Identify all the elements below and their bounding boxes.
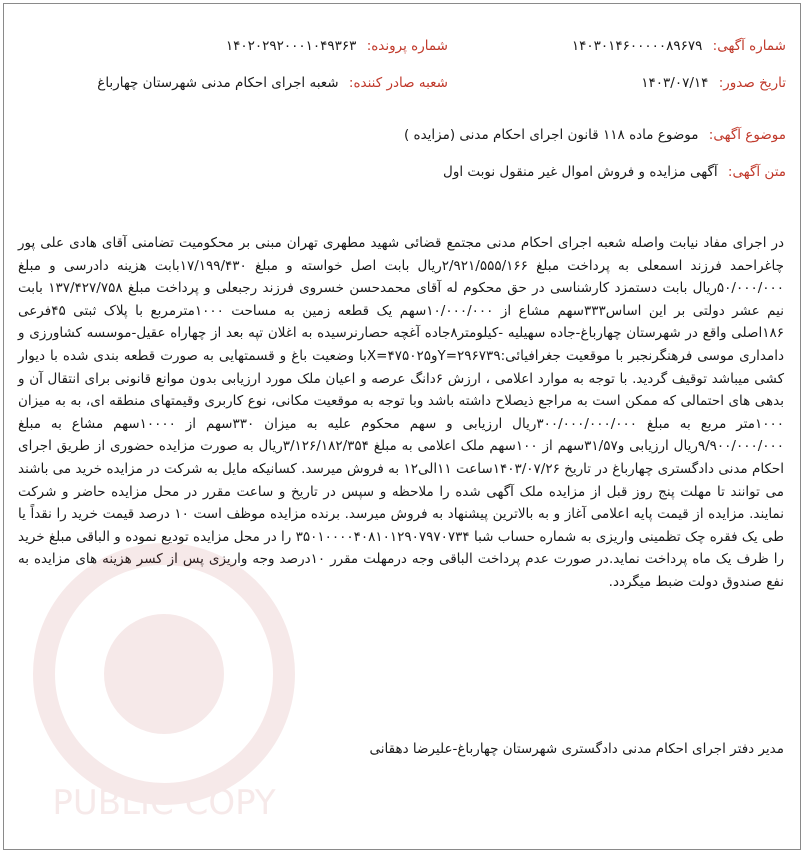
issuer-row — [97, 75, 448, 91]
case-number-row — [226, 38, 448, 54]
text-label: متن آگهی: — [727, 164, 786, 180]
notice-body — [18, 232, 784, 594]
signature: مدیر دفتر اجرای احکام مدنی دادگستری شهرستان چهارباغ-علیرضا دهقانی — [369, 741, 784, 757]
issuer-label: شعبه صادر کننده: — [348, 75, 448, 91]
notice-page — [3, 3, 801, 850]
ad-number-label: شماره آگهی: — [712, 38, 786, 54]
subject-row — [404, 127, 786, 143]
notice-paragraph: در اجرای مفاد نیابت واصله شعبه اجرای احکام مدنی مجتمع قضائی شهید مطهری تهران مبنی بر محکومیت تضامنی آقای هادی علی پور چاغراحمد فرزند اسمعلی به پرداخت مبلغ ۲/۹۲۱/۵۵۵/۱۶۶ریال بابت اصل خواسته و مبلغ ۱۷/۱۹۹/۴۳۰بابت هزینه دادرسی و مبلغ ۵۰/۰۰۰/۰۰۰ریال بابت دستمزد کارشناسی در حق محکوم له آقای محمدحسن خسروی فرزند رجبعلی و پرداخت مبلغ ۱۳۷/۴۲۷/۷۵۸ بابت نیم عشر دولتی بر این اساس۳۳۳سهم مشاع از ۱۰/۰۰۰/۰۰۰سهم یک قطعه زمین به مساحت ۱۰۰۰مترمربع با پلاک ثبتی ۴۵فرعی ۱۸۶اصلی واقع در شهرستان چهارباغ-جاده سهیلیه -کیلومتر۸جاده آغچه حصارنرسیده به اغلان تپه بعد از چهاراه عقیل-موسسه کشاورزی و دامداری موسی فرهنگرنجبر با موقعیت جغرافیائی:Y=۲۹۶۷۳۹وX=۴۷۵۰۲۵با وضعیت باغ و قسمتهایی به صورت قطعه بندی شده با دیوار کشی میباشد توقیف گردید. با توجه به موارد اعلامی ، ارزش ۶دانگ عرصه و اعیان ملک مورد ارزیابی بدون موانع قانونی برای انتقال آن و بدهی های احتمالی که ممکن است به مراجع ذیصلاح داشته باشد وبا توجه به موقعیت مکانی، نوع کاربری وقیمتهای منطقه ای، به به میزان ۱۰۰۰متر مربع به مبلغ ۳۰۰/۰۰۰/۰۰۰/۰۰۰ریال ارزیابی و سهم محکوم علیه به میزان ۳۳۰سهم از ۱۰۰۰۰سهم مشاع به مبلغ ۹/۹۰۰/۰۰۰/۰۰۰ریال ارزیابی و۳۱/۵۷سهم از ۱۰۰سهم ملک اعلامی به مبلغ ۳/۱۲۶/۱۸۲/۳۵۴ریال به صورت مزایده حضوری از طریق اجرای احکام مدنی دادگستری چهارباغ در تاریخ ۱۴۰۳/۰۷/۲۶ساعت ۱۱الی۱۲ به فروش میرسد. کسانیکه مایل به شرکت در مزایده خرید می باشند می توانند تا مهلت پنج روز قبل از مزایده ملک آگهی شده را ملاحظه و سپس در تاریخ و ساعت مقرر در محل مزایده حاضر و شرکت نمایند. مزایده از قیمت پایه اعلامی آغاز و به بالاترین پیشنهاد به فروش میرسد. برنده مزایده موظف است ۱۰ درصد قیمت خرید را نقداً یا طی یک فقره چک تظمینی واریزی به شماره حساب شبا ۳۵۰۱۰۰۰۰۴۰۸۱۰۱۲۹۰۷۹۷۰۷۳۴ را در محل مزایده تودیع نموده و الباقی مبلغ خرید را ظرف یک ماه پرداخت نماید.در صورت عدم پرداخت الباقی وجه درمهلت مقرر ۱۰درصد وجه واریزی پس از کسر هزینه های مزایده به نفع صندوق دولت ضبط میگردد. — [18, 235, 785, 590]
ad-number-row — [572, 38, 786, 54]
subject-label: موضوع آگهی: — [708, 127, 786, 143]
case-number-value: ۱۴۰۲۰۲۹۲۰۰۰۱۰۴۹۳۶۳ — [225, 38, 357, 54]
ad-number-value: ۱۴۰۳۰۱۴۶۰۰۰۰۰۸۹۶۷۹ — [571, 38, 703, 54]
watermark-core — [104, 614, 224, 734]
issue-date-row — [641, 75, 786, 91]
issue-date-label: تاریخ صدور: — [718, 75, 786, 91]
case-number-label: شماره پرونده: — [366, 38, 448, 54]
issuer-value: شعبه اجرای احکام مدنی شهرستان چهارباغ — [97, 75, 339, 91]
watermark-text: PUBLIC COPY — [52, 783, 276, 823]
issue-date-value: ۱۴۰۳/۰۷/۱۴ — [641, 75, 709, 91]
text-title-row — [443, 164, 786, 180]
subject-value: موضوع ماده ۱۱۸ قانون اجرای احکام مدنی (مزایده ) — [403, 127, 699, 143]
text-value: آگهی مزایده و فروش اموال غیر منقول نوبت اول — [443, 164, 718, 180]
